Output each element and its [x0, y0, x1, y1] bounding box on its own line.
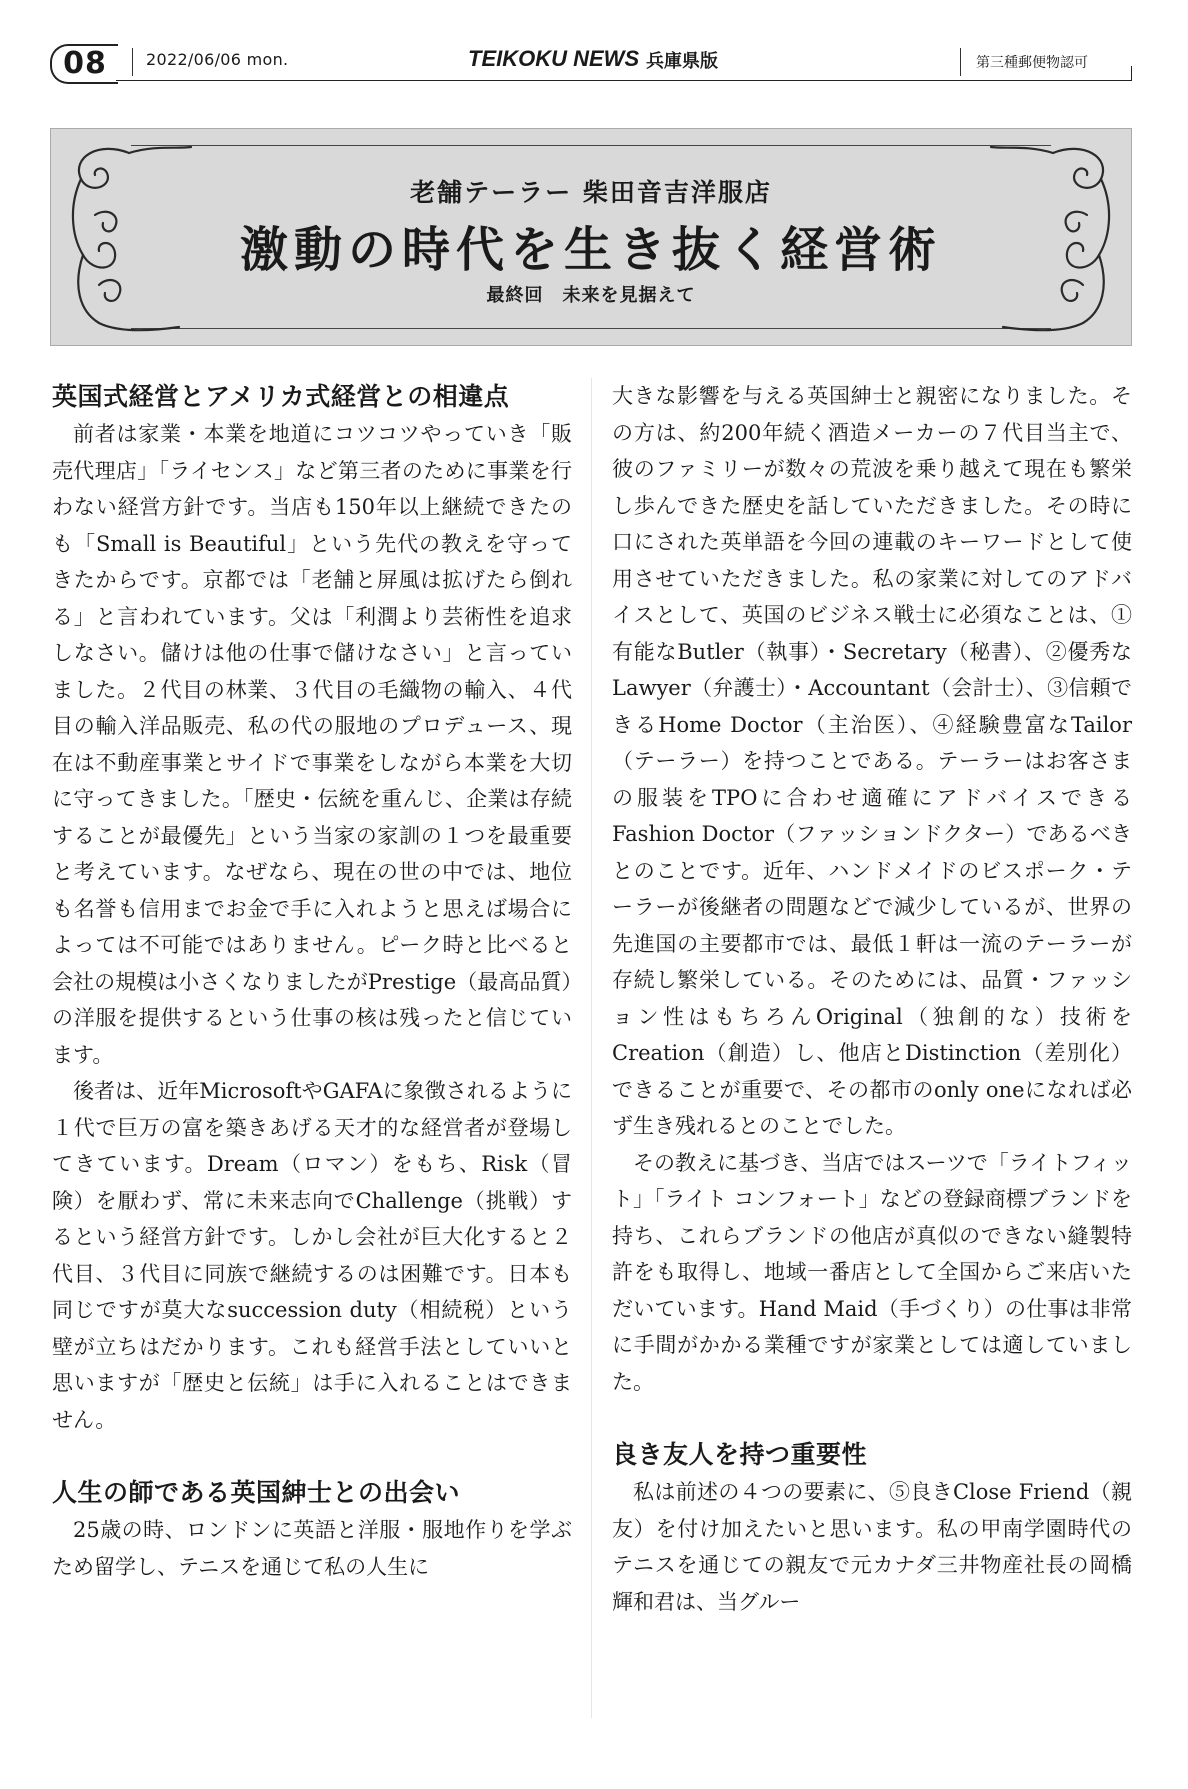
header-rule: [116, 80, 1132, 81]
paragraph: 私は前述の４つの要素に、⑤良きClose Friend（親友）を付け加えたいと思います。私の甲南学園時代のテニスを通じての親友で元カナダ三井物産社長の岡橋輝和君は、当グルー: [612, 1480, 1132, 1614]
section-heading: 良き友人を持つ重要性: [612, 1440, 868, 1469]
paragraph: その教えに基づき、当店ではスーツで「ライトフィット」「ライト コンフォート」などの登録商標ブランドを持ち、これらブランドの他店が真似のできない縫製特許をも取得し、地域一番店として全国からご来店いただいています。Hand Maid（手づくり）の仕事は非常に手間がかかる業種ですが家業としては適していました。: [612, 1150, 1132, 1394]
banner-rule-bottom: [131, 328, 1051, 329]
article-column-left: [52, 378, 572, 1585]
paragraph-continued: 大きな影響を与える英国紳士と親密になりました。その方は、約200年続く酒造メーカーの７代目当主で、彼のファミリーが数々の荒波を乗り越えて現在も繁栄し歩んできた歴史を話していただきました。その時に口にされた英単語を今回の連載のキーワードとして使用させていただきました。私の家業に対してのアドバイスとして、英国のビジネス戦士に必須なことは、①有能なButler（執事）・Secretary（秘書）、②優秀なLawyer（弁護士）・Accountant（会計士）、③信頼できるHome Doctor（主治医）、④経験豊富なTailor（テーラー）を持つことである。テーラーはお客さまの服装をTPOに合わせ適確にアドバイスできるFashion Doctor（ファッションドクター）であるべきとのことです。近年、ハンドメイドのビスポーク・テーラーが後継者の問題などで減少しているが、世界の先進国の主要都市では、最低１軒は一流のテーラーが存続し繁栄している。そのためには、品質・ファッション性はもちろんOriginal（独創的な）技術をCreation（創造）し、他店とDistinction（差別化）できることが重要で、その都市のonly oneになれば必ず生き残れるとのことでした。: [612, 384, 1132, 1138]
page-number: 08: [50, 44, 118, 84]
section-heading: 人生の師である英国紳士との出会い: [52, 1478, 461, 1507]
section-heading: 英国式経営とアメリカ式経営との相違点: [52, 382, 510, 411]
banner-subtitle: 老舗テーラー 柴田音吉洋服店: [410, 178, 772, 207]
paragraph: 後者は、近年MicrosoftやGAFAに象徴されるように１代で巨万の富を築きあげる天才的な経営者が登場してきています。Dream（ロマン）をもち、Risk（冒険）を厭わず、常に未来志向でChallenge（挑戦）するという経営方針です。しかし会社が巨大化すると２代目、３代目に同族で継続するのは困難です。日本も同じですが莫大なsuccession duty（相続税）という壁が立ちはだかります。これも経営手法としていいと思いますが「歴史と伝統」は手に入れることはできません。: [52, 1079, 572, 1432]
title-banner: [50, 128, 1132, 346]
header-divider: [960, 48, 961, 76]
issue-date: 2022/06/06 mon.: [146, 50, 289, 69]
banner-rule-top: [131, 145, 1051, 146]
page-header: [50, 36, 1132, 86]
header-endcap: [1123, 66, 1132, 80]
newspaper-brand: TEIKOKU NEWS: [468, 46, 640, 71]
banner-title: 激動の時代を生き抜く経営術: [239, 222, 942, 278]
article-column-right: [612, 378, 1132, 1620]
section-gap: [612, 1400, 1132, 1436]
header-divider: [132, 48, 133, 76]
column-divider: [591, 378, 592, 1718]
edition-label: 兵庫県版: [646, 51, 718, 72]
section-gap: [52, 1438, 572, 1474]
postal-permit: 第三種郵便物認可: [976, 55, 1088, 71]
episode-label: 最終回 未来を見据えて: [486, 285, 696, 306]
paragraph: 25歳の時、ロンドンに英語と洋服・服地作りを学ぶため留学し、テニスを通じて私の人生に: [52, 1518, 572, 1579]
paragraph: 前者は家業・本業を地道にコツコツやっていき「販売代理店」「ライセンス」など第三者のために事業を行わない経営方針です。当店も150年以上継続できたのも「Small is Beautiful」という先代の教えを守ってきたからです。京都では「老舗と屏風は拡げたら倒れる」と言われています。父は「利潤より芸術性を追求しなさい。儲けは他の仕事で儲けなさい」と言っていました。２代目の林業、３代目の毛織物の輸入、４代目の輸入洋品販売、私の代の服地のプロデュース、現在は不動産事業とサイドで事業をしながら本業を大切に守ってきました。「歴史・伝統を重んじ、企業は存続することが最優先」という当家の家訓の１つを最重要と考えています。なぜなら、現在の世の中では、地位も名誉も信用までお金で手に入れようと思えば場合によっては不可能ではありません。ピーク時と比べると会社の規模は小さくなりましたがPrestige（最高品質）の洋服を提供するという仕事の核は残ったと信じています。: [52, 422, 572, 1067]
